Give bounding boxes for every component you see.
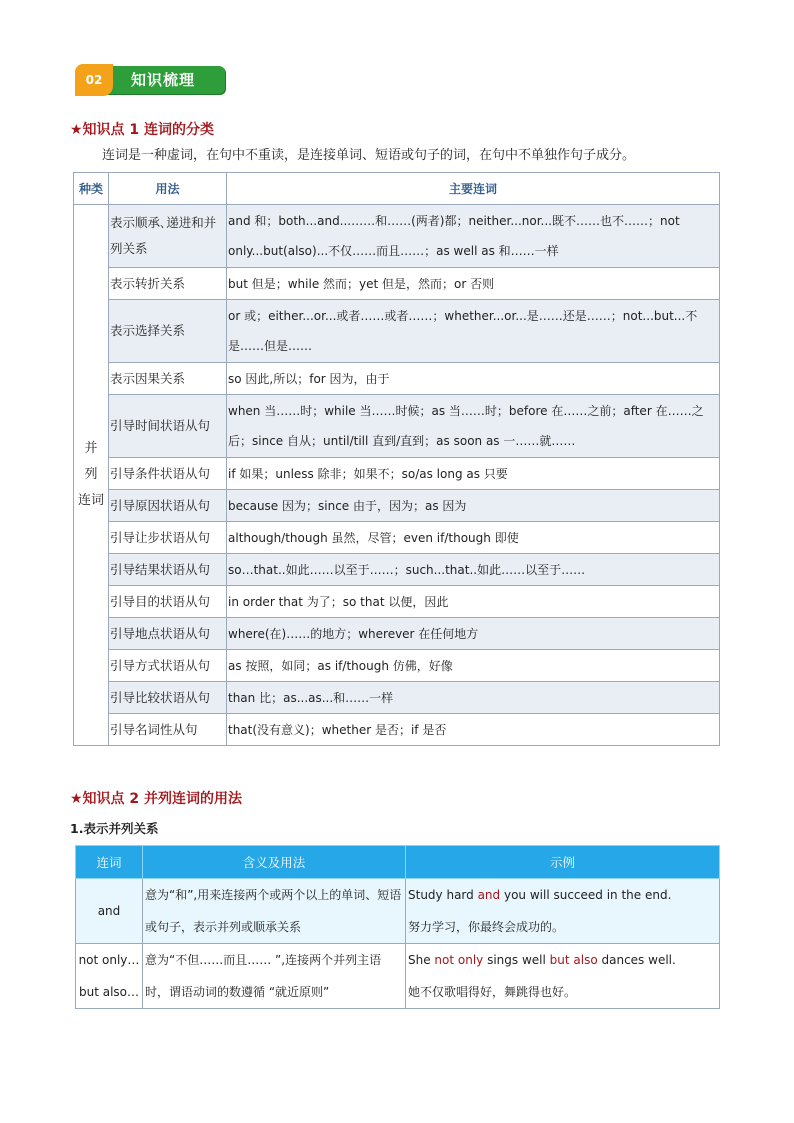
table-row bbox=[74, 363, 720, 395]
example-highlight: not only bbox=[434, 953, 484, 967]
conjunctions-cell: but 但是；while 然而；yet 但是，然而；or 否则 bbox=[227, 268, 720, 300]
conjunctions-cell: if 如果；unless 除非；如果不；so/as long as 只要 bbox=[227, 458, 720, 490]
conjunctions-cell: and 和；both...and...……和……(两者)都；neither...nor...既不……也不……；not only...but(also)...不仅……而且……；as well as 和……一样 bbox=[227, 205, 720, 268]
example-text: dances well. bbox=[597, 953, 676, 967]
usage-cell: 引导让步状语从句 bbox=[109, 522, 227, 554]
example-cell bbox=[406, 879, 720, 944]
conjunctions-cell: so…that..如此……以至于……；such...that..如此……以至于…… bbox=[227, 554, 720, 586]
section-banner bbox=[75, 64, 227, 96]
table-row bbox=[74, 395, 720, 458]
table-row bbox=[74, 205, 720, 268]
conjunctions-cell: although/though 虽然，尽管；even if/though 即使 bbox=[227, 522, 720, 554]
header-main-conjunctions: 主要连词 bbox=[227, 173, 720, 205]
example-english bbox=[408, 879, 717, 911]
table-row bbox=[74, 714, 720, 746]
usage-cell: 引导地点状语从句 bbox=[109, 618, 227, 650]
banner-number: 02 bbox=[85, 73, 103, 87]
usage-cell: 表示转折关系 bbox=[109, 268, 227, 300]
table-row bbox=[74, 618, 720, 650]
header-conjunction: 连词 bbox=[76, 846, 143, 879]
conjunctions-cell: as 按照，如同；as if/though 仿佛，好像 bbox=[227, 650, 720, 682]
kind-line-1: 并 列 bbox=[84, 441, 98, 482]
section1-heading: ★知识点 1 连词的分类 bbox=[70, 122, 215, 138]
kind-cell bbox=[74, 205, 109, 746]
usage-cell: 表示选择关系 bbox=[109, 300, 227, 363]
header-kind: 种类 bbox=[74, 173, 109, 205]
usage-cell: 引导方式状语从句 bbox=[109, 650, 227, 682]
table-row bbox=[74, 682, 720, 714]
table-row bbox=[74, 586, 720, 618]
table-row bbox=[76, 944, 720, 1009]
header-meaning: 含义及用法 bbox=[143, 846, 406, 879]
header-example: 示例 bbox=[406, 846, 720, 879]
example-highlight: and bbox=[477, 888, 501, 902]
section1-intro: 连词是一种虚词，在句中不重读，是连接单词、短语或句子的词，在句中不单独作句子成分。 bbox=[102, 148, 636, 163]
example-english bbox=[408, 944, 717, 976]
usage-cell: 引导目的状语从句 bbox=[109, 586, 227, 618]
conjunctions-cell: when 当……时；while 当……时候；as 当……时；before 在……之前；after 在……之后；since 自从；until/till 直到/直到；as soon as 一……就…… bbox=[227, 395, 720, 458]
example-text: Study hard bbox=[408, 888, 478, 902]
example-chinese: 努力学习，你最终会成功的。 bbox=[408, 920, 565, 934]
meaning-cell: 意为“不但……而且…… ”,连接两个并列主语时，谓语动词的数遵循 “就近原则” bbox=[143, 944, 406, 1009]
conjunctions-cell: so 因此,所以；for 因为，由于 bbox=[227, 363, 720, 395]
table-row bbox=[74, 268, 720, 300]
conjunctions-cell: than 比；as...as...和……一样 bbox=[227, 682, 720, 714]
section2-subheading: 1.表示并列关系 bbox=[70, 821, 159, 836]
meaning-cell: 意为“和”,用来连接两个或两个以上的单词、短语或句子，表示并列或顺承关系 bbox=[143, 879, 406, 944]
usage-cell: 引导原因状语从句 bbox=[109, 490, 227, 522]
usage-cell: 引导时间状语从句 bbox=[109, 395, 227, 458]
conjunction-classification-table bbox=[73, 172, 720, 746]
kind-line-2: 连词 bbox=[77, 493, 104, 508]
table-row bbox=[74, 490, 720, 522]
section2-heading: ★知识点 2 并列连词的用法 bbox=[70, 791, 243, 807]
conjunctions-cell: or 或；either...or...或者……或者……；whether...or...是……还是……；not...but...不是……但是…… bbox=[227, 300, 720, 363]
conjunctions-cell: that(没有意义)；whether 是否；if 是否 bbox=[227, 714, 720, 746]
example-highlight: but also bbox=[549, 953, 598, 967]
conjunctions-cell: in order that 为了；so that 以便，因此 bbox=[227, 586, 720, 618]
usage-cell: 引导结果状语从句 bbox=[109, 554, 227, 586]
example-text: sings well bbox=[483, 953, 550, 967]
usage-cell: 引导比较状语从句 bbox=[109, 682, 227, 714]
header-usage: 用法 bbox=[109, 173, 227, 205]
table-row bbox=[74, 554, 720, 586]
table-row bbox=[74, 650, 720, 682]
usage-cell: 表示因果关系 bbox=[109, 363, 227, 395]
table-row bbox=[76, 879, 720, 944]
example-text: you will succeed in the end. bbox=[500, 888, 672, 902]
example-chinese: 她不仅歌唱得好，舞跳得也好。 bbox=[408, 985, 577, 999]
table-row bbox=[74, 300, 720, 363]
example-cell bbox=[406, 944, 720, 1009]
conjunction-cell: and bbox=[76, 879, 143, 944]
banner-title: 知识梳理 bbox=[131, 71, 196, 89]
usage-cell: 引导名词性从句 bbox=[109, 714, 227, 746]
usage-cell: 引导条件状语从句 bbox=[109, 458, 227, 490]
conjunctions-cell: because 因为；since 由于，因为；as 因为 bbox=[227, 490, 720, 522]
conjunctions-cell: where(在)……的地方；wherever 在任何地方 bbox=[227, 618, 720, 650]
table-row bbox=[74, 458, 720, 490]
example-text: She bbox=[408, 953, 435, 967]
conjunction-cell: not only… but also… bbox=[76, 944, 143, 1009]
usage-cell: 表示顺承､递进和并列关系 bbox=[109, 205, 227, 268]
coordinating-conjunction-table bbox=[75, 845, 720, 1009]
table-row bbox=[74, 522, 720, 554]
